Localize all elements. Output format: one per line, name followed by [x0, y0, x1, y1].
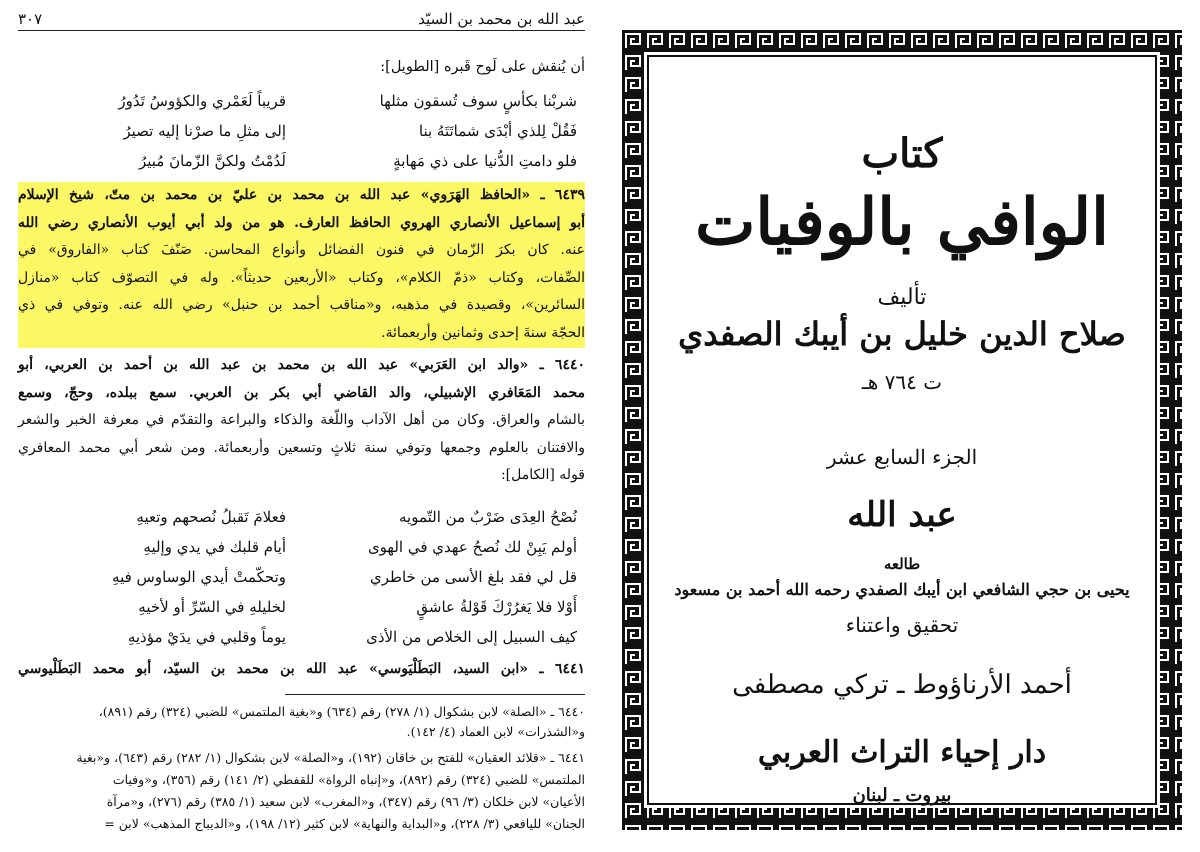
footnote-divider — [285, 694, 585, 695]
verse-second-hemistich: لخليلهِ في السّرِّ أو لأخيهِ — [138, 598, 286, 616]
poem1-verse — [18, 120, 585, 142]
verse-first-hemistich: شربْنا بكأسٍ سوف تُسقون مثلها — [379, 92, 577, 110]
verse-second-hemistich: لَدُمْتُ ولكنَّ الزّمانَ مُبيرُ — [138, 152, 286, 170]
footnote-line: ٦٤٤٠ ـ «الصلة» لابن بشكوال (١/ ٢٧٨) رقم (٦٣٤) و«بغية الملتمس» للضبي (٣٢٤) رقم (٨٩١)، — [98, 704, 585, 719]
verse-first-hemistich: فلو دامتِ الدُّنيا على ذي مَهابةٍ — [393, 152, 577, 170]
poem2-verse — [18, 596, 585, 618]
verse-second-hemistich: أيام قلبك في يدي وإليهِ — [143, 538, 286, 556]
verse-first-hemistich: كيف السبيل إلى الخلاص من الأذى — [366, 628, 577, 646]
verse-second-hemistich: إلى مثلِ ما صرْنا إليه تصيرُ — [123, 122, 286, 140]
poem2-verse — [18, 506, 585, 528]
page-number: ٣٠٧ — [18, 10, 43, 28]
verse-first-hemistich: أَوْلا فلا يَغرُرْكَ قَوْلةُ عاشقٍ — [416, 598, 577, 616]
poem2-verse — [18, 626, 585, 648]
verse-second-hemistich: وتحكّمتْ أيدي الوساوس فيهِ — [112, 568, 286, 586]
entry-6440-line: محمد المَعَافري الإشبيلي، والد القاضي أبي بكر بن العربي. سمع ببلده، وحجّ، وسمع — [18, 384, 585, 401]
cover-author: صلاح الدين خليل بن أيبك الصفدي — [678, 315, 1126, 353]
footnote-line: الجنان» لليافعي (٣/ ٢٢٨)، و«البداية والنهاية» لابن كثير (١٢/ ١٩٨)، و«الديباج المذهب» لابن = — [104, 816, 585, 831]
verse-first-hemistich: نُصْحُ العِدَى ضَرْبٌ من التّمويه — [398, 508, 577, 526]
entry-6439-line: عنه. كان بكرَ الزّمان في فنون الفضائل وأنواع المحاسن. صَنّفَ كتاب «الفاروق» في — [18, 242, 585, 258]
entry-6439-highlight — [18, 182, 585, 348]
poem2-verse — [18, 536, 585, 558]
running-head — [18, 8, 585, 31]
verse-second-hemistich: فعلامَ تَقبلُ نُصحهم وتعيهِ — [136, 508, 286, 526]
cover-editors: أحمد الأرناؤوط ـ تركي مصطفى — [732, 670, 1072, 700]
cover-scribe: يحيى بن حجي الشافعي ابن أيبك الصفدي رحمه الله أحمد بن مسعود — [674, 580, 1130, 599]
footnote-line: و«الشذرات» لابن العماد (٤/ ١٤٢). — [406, 724, 585, 739]
verse-second-hemistich: قريباً لَعَمْري والكؤوسُ تَدُورُ — [118, 92, 286, 110]
verse-first-hemistich: أولم يَبِنْ لك نُصحُ عهدي في الهوى — [367, 538, 577, 556]
running-head-title: عبد الله بن محمد بن السيّد — [418, 10, 585, 28]
footnote-line: الأعيان» لابن خلكان (٣/ ٩٦) رقم (٣٤٧)، و«المغرب» لابن سعيد (١/ ٣٨٥) رقم (٢٧٦)، و«مرآة — [106, 794, 585, 809]
cover-taleah: طالعه — [883, 555, 921, 573]
verse-first-hemistich: قل لي فقد بلغ الأسى من خاطري — [369, 568, 577, 586]
entry-6440 — [18, 352, 585, 490]
cover-publisher: دار إحياء التراث العربي — [757, 735, 1047, 770]
footnote-line: الملتمس» للضبي (٣٢٤) رقم (٨٩٢)، و«إنباه الرواة» للقفطي (٢/ ١٤١) رقم (٣٥٦)، و«وفيات — [112, 772, 585, 787]
entry-6440-line: قوله [الكامل]: — [500, 467, 585, 483]
verse-first-hemistich: فَقُلْ لِلذي أبْدَى شماتَتَهُ بنا — [418, 122, 577, 140]
cover-date: ت ٧٦٤ هـ — [861, 370, 943, 394]
cover-part: الجزء السابع عشر — [826, 445, 978, 469]
cover-volume-name: عبد الله — [847, 495, 957, 535]
poem1-verse — [18, 150, 585, 172]
cover-kitab: كتاب — [861, 130, 943, 177]
verse-second-hemistich: يوماً وقلبي في يدَيْ مؤذيهِ — [127, 628, 286, 646]
entry-6439-line: الصِّفات، وكتاب «ذمّ الكلام»، وكتاب «الأربعين حديثاً». وله في التصوّف كتاب «منازل — [18, 269, 585, 286]
poem1-verse — [18, 90, 585, 112]
intro-line: أن يُنقش على لَوح قَبره [الطويل]: — [380, 59, 585, 75]
entry-6439-line: الحجّة سنةَ إحدى وثمانين وأربعمائة. — [381, 324, 585, 341]
poem2-verse — [18, 566, 585, 588]
entry-6440-line: ٦٤٤٠ ـ «والد ابن العَرَبي» عبد الله بن محمد بن عبد الله بن أحمد بن العربي، أبو — [18, 357, 585, 373]
left-page — [18, 8, 585, 844]
cover-city: بيروت ـ لبنان — [852, 785, 952, 806]
entry-6439-line: ٦٤٣٩ ـ «الحافظ الهَرَوي» عبد الله بن محمد بن عليّ بن محمد بن متّ، شيخ الإسلام — [18, 187, 585, 203]
cover-talif-label: تأليف — [877, 285, 927, 310]
book-cover — [622, 30, 1182, 830]
entry-6439-line: السائرين»، وقصيدة في مذهبه، و«مناقب أحمد بن حنبل» رضي الله عنه. وتوفي في ذي — [18, 297, 585, 313]
cover-content — [662, 70, 1142, 806]
entry-6440-line: بالشام والعراق. وكان من أهل الآداب واللّغة والذكاء والبراعة والتقدّم في معرفة الخبر والشعر — [18, 412, 585, 428]
entry-6439-line: أبو إسماعيل الأنصاري الهروي الحافظ العارف. هو من ولد أبي أيوب الأنصاري رضي الله — [18, 214, 585, 231]
cover-title: الوافي بالوفيات — [695, 185, 1109, 260]
entry-6441: ٦٤٤١ ـ «ابن السيد، البَطَلْيَوسي» عبد الله بن محمد بن السيّد، أبو محمد البَطَلْيوسي — [18, 661, 585, 677]
cover-tahqiq: تحقيق واعتناء — [845, 613, 959, 637]
footnote-line: ٦٤٤١ ـ «قلائد العقيان» للفتح بن خاقان (١٩٢)، و«الصلة» لابن بشكوال (١/ ٢٨٢) رقم (٦٤٣)، و«بغية — [76, 750, 585, 765]
entry-6440-line: والافتنان بالعلوم وجمعها وتوفي سنة ثلاثٍ وتسعين وأربعمائة. ومن شعر أبي محمد المعافري — [18, 439, 585, 456]
